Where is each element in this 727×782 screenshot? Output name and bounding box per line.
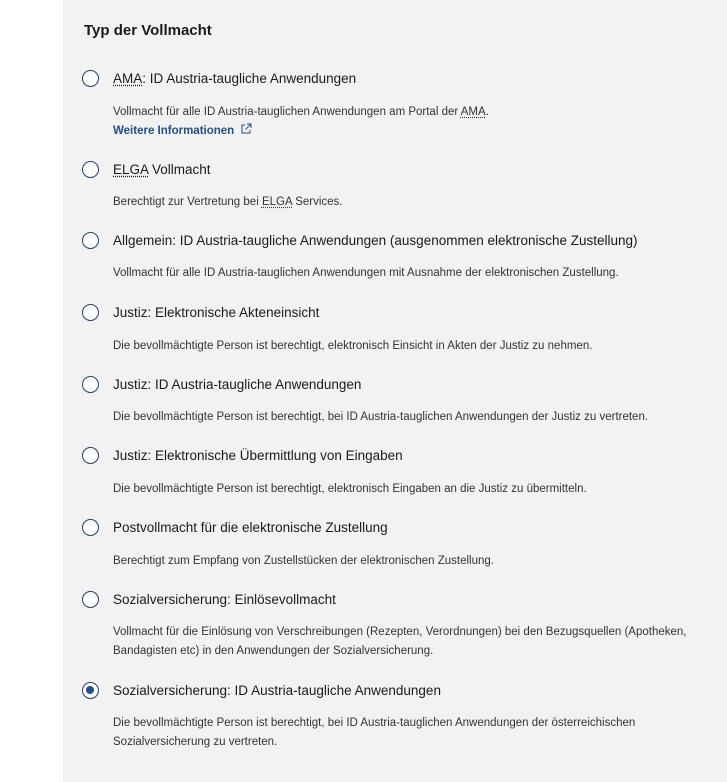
more-info-link[interactable]: Weitere Informationen [113, 122, 252, 141]
option-justiz-id-austria-label[interactable]: Justiz: ID Austria-taugliche Anwendungen [113, 377, 362, 392]
external-link-icon [240, 123, 252, 135]
radio-elga[interactable] [82, 161, 99, 178]
radio-allgemein[interactable] [82, 232, 99, 249]
radio-sv-id-austria[interactable] [82, 682, 99, 699]
radio-justiz-uebermittlung[interactable] [82, 447, 99, 464]
radio-justiz-akteneinsicht[interactable] [82, 304, 99, 321]
option-allgemein-description: Vollmacht für alle ID Austria-tauglichen Anwendungen mit Ausnahme der elektronischen Zustellung. [113, 267, 619, 279]
option-sv-id-austria-description: Die bevollmächtigte Person ist berechtigt, bei ID Austria-tauglichen Anwendungen der österreichischen Sozialversicherung zu vertreten. [113, 717, 636, 748]
abbr-elga-desc: ELGA [261, 196, 293, 208]
option-justiz-uebermittlung-description: Die bevollmächtigte Person ist berechtigt, elektronisch Eingaben an die Justiz zu übermitteln. [113, 483, 587, 495]
section-title: Typ der Vollmacht [84, 22, 212, 39]
option-sv-einloesevollmacht-description: Vollmacht für die Einlösung von Verschreibungen (Rezepten, Verordnungen) bei den Bezugsquellen (Apotheken, Bandagisten etc) in den Anwendungen der Sozialversicherung. [113, 626, 687, 657]
option-sv-einloesevollmacht-label[interactable]: Sozialversicherung: Einlösevollmacht [113, 592, 336, 607]
radio-postvollmacht[interactable] [82, 519, 99, 536]
abbr-ama: AMA [113, 71, 143, 86]
option-justiz-akteneinsicht-label[interactable]: Justiz: Elektronische Akteneinsicht [113, 305, 320, 320]
option-allgemein-label[interactable]: Allgemein: ID Austria-taugliche Anwendungen (ausgenommen elektronische Zustellung) [113, 233, 638, 248]
radio-sv-einloesevollmacht[interactable] [82, 591, 99, 608]
radio-ama[interactable] [82, 70, 99, 87]
option-justiz-uebermittlung-label[interactable]: Justiz: Elektronische Übermittlung von Eingaben [113, 448, 403, 463]
option-elga-description: Berechtigt zur Vertretung bei ELGA Services. [113, 196, 343, 208]
abbr-ama-desc: AMA [460, 106, 486, 118]
option-postvollmacht-description: Berechtigt zum Empfang von Zustellstücken der elektronischen Zustellung. [113, 555, 494, 567]
option-justiz-akteneinsicht-description: Die bevollmächtigte Person ist berechtigt, elektronisch Einsicht in Akten der Justiz zu nehmen. [113, 340, 593, 352]
option-ama-description: Vollmacht für alle ID Austria-tauglichen Anwendungen am Portal der AMA. Weitere Informationen [113, 103, 693, 141]
abbr-elga: ELGA [113, 162, 149, 177]
radio-justiz-id-austria[interactable] [82, 376, 99, 393]
option-ama-label[interactable]: AMA: ID Austria-taugliche Anwendungen [113, 71, 357, 86]
option-elga-label[interactable]: ELGA Vollmacht [113, 162, 211, 177]
option-postvollmacht-label[interactable]: Postvollmacht für die elektronische Zustellung [113, 520, 388, 535]
option-sv-id-austria-label[interactable]: Sozialversicherung: ID Austria-taugliche Anwendungen [113, 683, 441, 698]
option-justiz-id-austria-description: Die bevollmächtigte Person ist berechtigt, bei ID Austria-tauglichen Anwendungen der Justiz zu vertreten. [113, 411, 649, 423]
